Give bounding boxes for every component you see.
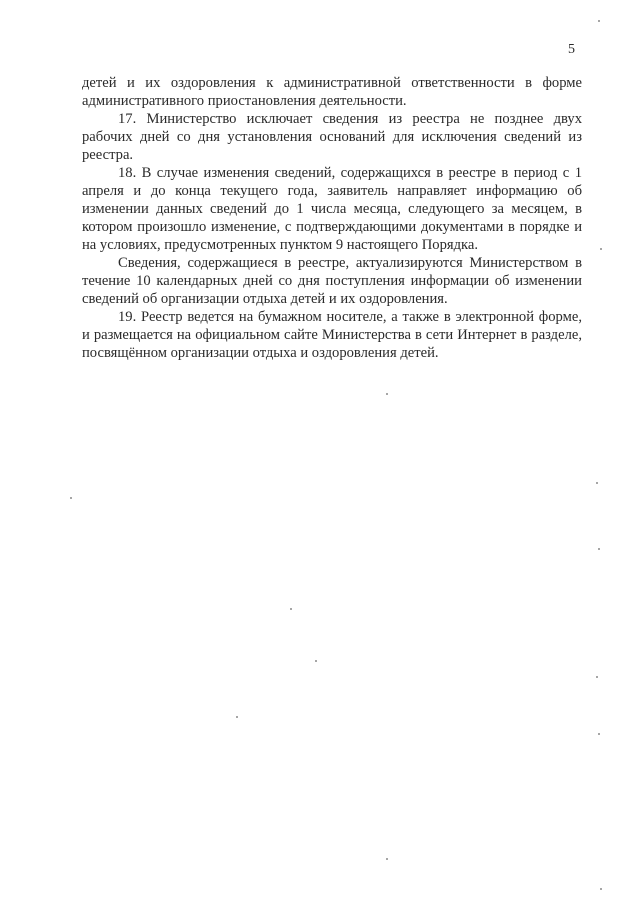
scan-speck bbox=[236, 716, 238, 718]
scan-speck bbox=[596, 676, 598, 678]
document-body bbox=[82, 74, 582, 362]
scan-speck bbox=[598, 733, 600, 735]
page-number: 5 bbox=[568, 42, 575, 57]
scan-speck bbox=[315, 660, 317, 662]
paragraph-item-19: 19. Реестр ведется на бумажном носителе, а также в электронной форме, и размещается на официальном сайте Министерства в сети Интернет в разделе, посвящённом организации отдыха и оздоровления детей. bbox=[82, 309, 582, 361]
scan-speck bbox=[386, 393, 388, 395]
scan-speck bbox=[596, 482, 598, 484]
scan-speck bbox=[598, 20, 600, 22]
paragraph-continuation: детей и их оздоровления к административной ответственности в форме административного приостановления деятельности. bbox=[82, 75, 582, 109]
scan-speck bbox=[386, 858, 388, 860]
scan-speck bbox=[600, 248, 602, 250]
scan-speck bbox=[600, 888, 602, 890]
scan-speck bbox=[598, 548, 600, 550]
scan-speck bbox=[70, 497, 72, 499]
paragraph-item-17: 17. Министерство исключает сведения из реестра не позднее двух рабочих дней со дня установления оснований для исключения сведений из реестра. bbox=[82, 111, 582, 163]
paragraph-registry-update: Сведения, содержащиеся в реестре, актуализируются Министерством в течение 10 календарных дней со дня поступления информации об изменении сведений об организации отдыха детей и их оздоровления. bbox=[82, 255, 582, 307]
scan-speck bbox=[290, 608, 292, 610]
paragraph-item-18: 18. В случае изменения сведений, содержащихся в реестре в период с 1 апреля и до конца текущего года, заявитель направляет информацию об изменении данных сведений до 1 числа месяца, следующего за месяцем, в котором произошло изменение, с подтверждающими документами в порядке и на условиях, предусмотренных пунктом 9 настоящего Порядка. bbox=[82, 165, 582, 253]
